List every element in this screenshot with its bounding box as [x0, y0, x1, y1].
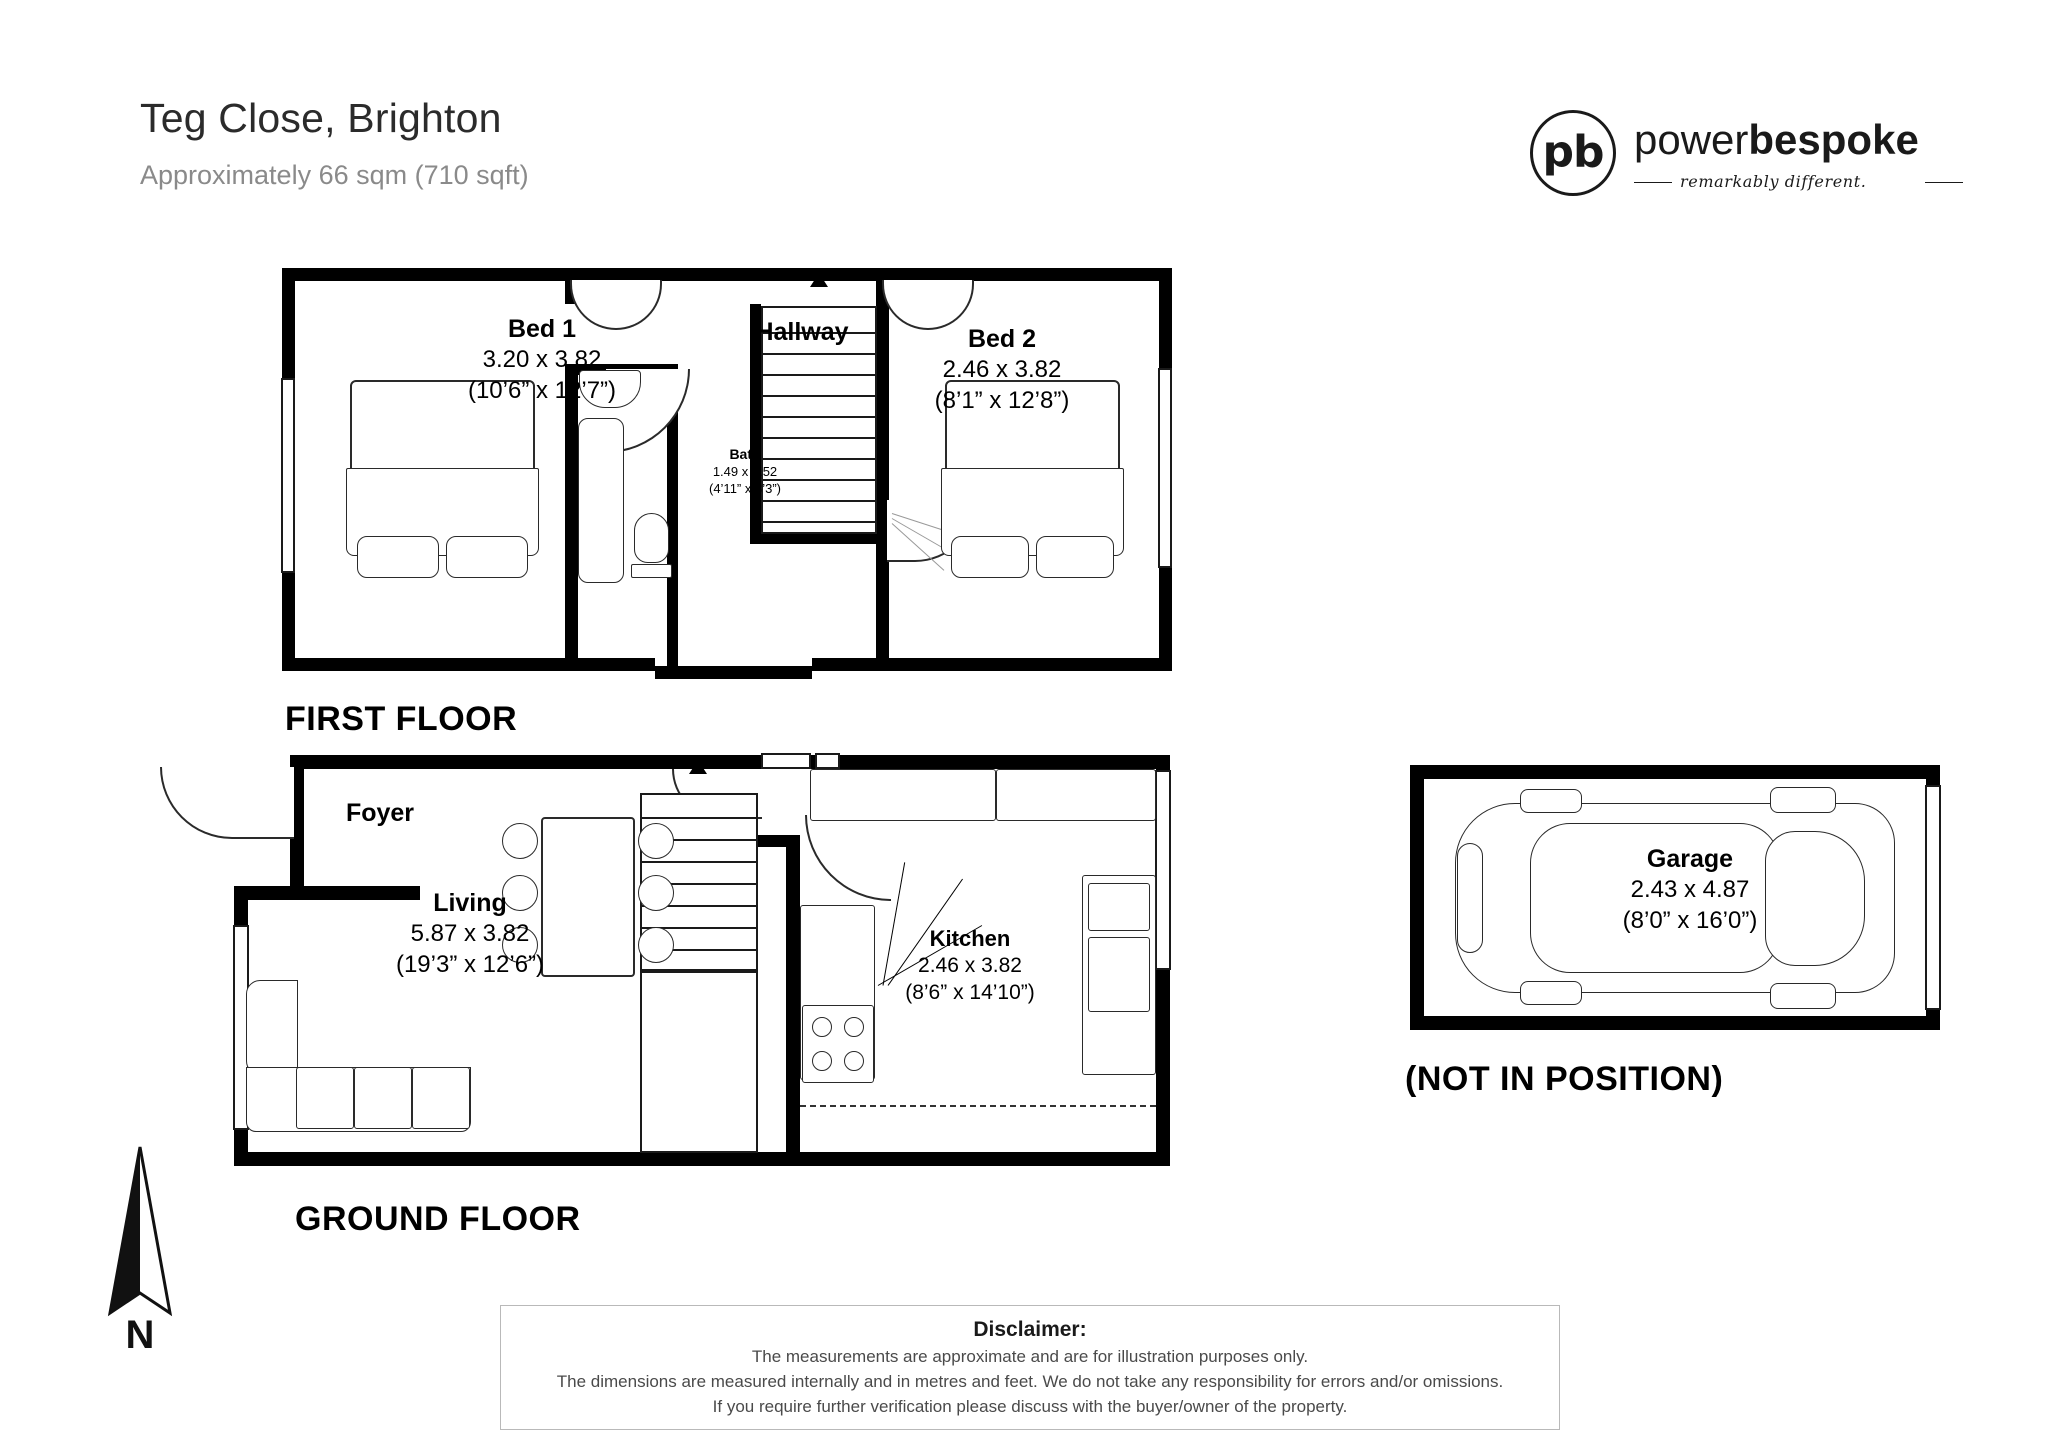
stair-direction-arrow-first: [810, 273, 828, 287]
wall-bottom-left: [282, 658, 655, 671]
brand-logo: [1530, 110, 1950, 200]
door-arc-kitchen: [805, 815, 891, 901]
window-right: [1158, 368, 1172, 568]
garage-wall-left: [1410, 765, 1424, 1030]
disclaimer-box: [500, 1305, 1560, 1430]
foyer-door-leaf: [294, 767, 298, 839]
compass-label: N: [125, 1313, 155, 1357]
bath-name: Bath: [729, 446, 761, 462]
logo-monogram: pb: [1542, 126, 1604, 178]
garage-door: [1925, 785, 1941, 1010]
kitchen-sink: [1088, 883, 1150, 931]
bathtub: [578, 418, 624, 583]
living-imperial: (19’3” x 12’6”): [395, 950, 545, 978]
room-label-bath: [680, 446, 810, 497]
wall-top: [282, 268, 1172, 281]
kitchen-threshold-line: [800, 1105, 1156, 1107]
logo-word-power: power: [1634, 116, 1749, 163]
bath-metric: 1.49 x 2.52: [712, 463, 778, 479]
compass-north: [75, 1145, 205, 1375]
compass-arrow-icon: [75, 1145, 205, 1320]
living-name: Living: [433, 889, 507, 917]
car-wheel-front-left: [1770, 787, 1836, 813]
room-label-foyer: [300, 797, 460, 829]
window-kitchen-top: [1155, 770, 1171, 970]
staircase-winder: [640, 971, 758, 1153]
disclaimer-line-3: If you require further verification please discuss with the buyer/owner of the property.: [712, 1397, 1348, 1416]
living-metric: 5.87 x 3.82: [410, 920, 530, 947]
kitchen-metric: 2.46 x 3.82: [918, 954, 1022, 978]
bath-imperial: (4’11” x 8’3”): [708, 480, 781, 496]
foyer-name: Foyer: [345, 799, 415, 827]
sofa-cushion-2: [354, 1067, 412, 1129]
dining-chair-4: [638, 823, 674, 859]
window-left: [281, 378, 295, 573]
room-label-bed2: [862, 323, 1142, 416]
kitchen-counter-top: [810, 769, 996, 821]
bed2-pillow-left: [951, 536, 1029, 578]
dining-chair-6: [638, 927, 674, 963]
door-arc-foyer: [160, 767, 295, 839]
hob-burner-3: [812, 1051, 832, 1071]
garage-note: (NOT IN POSITION): [1405, 1060, 1724, 1098]
toilet: [634, 513, 669, 563]
garage-wall-bottom: [1410, 1016, 1940, 1030]
dining-chair-1: [502, 823, 538, 859]
bed1-pillow-right: [446, 536, 528, 578]
window-entry-2: [815, 753, 840, 769]
bed2-pillow-right: [1036, 536, 1114, 578]
stair-direction-arrow-ground: [689, 760, 707, 774]
ground-floor-title: GROUND FLOOR: [295, 1200, 581, 1238]
disclaimer-line-1: The measurements are approximate and are for illustration purposes only.: [751, 1347, 1309, 1366]
hallway-name: Hallway: [755, 318, 849, 346]
hob-burner-2: [844, 1017, 864, 1037]
page-title: Teg Close, Brighton: [140, 95, 502, 141]
garage-wall-top: [1410, 765, 1940, 779]
logo-tagline: remarkably different.: [1680, 172, 1867, 191]
garage-plan: [1410, 765, 1940, 1030]
dining-chair-5: [638, 875, 674, 911]
car-wheel-rear-right: [1520, 981, 1582, 1005]
hob: [802, 1005, 874, 1083]
kitchen-imperial: (8’6” x 14’10”): [905, 981, 1035, 1005]
page-subtitle: Approximately 66 sqm (710 sqft): [140, 160, 529, 190]
room-label-bed1: [402, 313, 682, 406]
ground-floor-plan: [150, 755, 1175, 1165]
room-label-living: [320, 887, 620, 980]
garage-name: Garage: [1646, 845, 1734, 873]
first-floor-title: FIRST FLOOR: [285, 700, 518, 738]
wall-bottom-mid: [655, 666, 812, 679]
garage-imperial: (8’0” x 16’0”): [1622, 906, 1758, 934]
kitchen-name: Kitchen: [929, 926, 1011, 951]
sofa-back: [246, 980, 298, 1075]
logo-word-bespoke: bespoke: [1748, 116, 1919, 163]
car-wheel-rear-left: [1520, 789, 1582, 813]
garage-metric: 2.43 x 4.87: [1630, 876, 1750, 903]
bed1-pillow-left: [357, 536, 439, 578]
toilet-cistern: [631, 564, 672, 578]
first-floor-plan: [282, 268, 1172, 683]
bed1-metric: 3.20 x 3.82: [482, 346, 602, 373]
ground-wall-bottom: [234, 1152, 1170, 1166]
disclaimer-line-2: The dimensions are measured internally and in metres and feet. We do not take any responsibility for errors and/or omissions.: [556, 1372, 1504, 1391]
wall-bed1-bath: [565, 364, 578, 671]
bed2-imperial: (8’1” x 12’8”): [934, 386, 1070, 414]
bed2-metric: 2.46 x 3.82: [942, 356, 1062, 383]
car-rear-bumper: [1457, 843, 1483, 953]
wall-bottom-right: [812, 658, 1172, 671]
car-wheel-front-right: [1770, 983, 1836, 1009]
logo-rule-right: [1925, 182, 1963, 183]
bed1-imperial: (10’6” x 12’7”): [467, 376, 617, 404]
hob-burner-1: [812, 1017, 832, 1037]
bed1-name: Bed 1: [507, 315, 577, 343]
window-entry: [761, 753, 811, 769]
hob-burner-4: [844, 1051, 864, 1071]
disclaimer-heading: Disclaimer:: [973, 1318, 1087, 1341]
logo-circle-icon: [1530, 110, 1616, 196]
kitchen-counter-top-right: [996, 769, 1156, 821]
room-label-kitchen: [860, 925, 1080, 1007]
logo-wordmark: [1634, 116, 1919, 164]
oven: [1088, 937, 1150, 1012]
wall-living-kitchen: [786, 835, 800, 1166]
sofa-cushion-1: [296, 1067, 354, 1129]
wall-stair-bottom: [750, 533, 887, 544]
room-label-garage: [1560, 843, 1820, 936]
sofa-cushion-3: [412, 1067, 470, 1129]
bed2-name: Bed 2: [967, 325, 1037, 353]
logo-rule-left: [1634, 182, 1672, 183]
ground-wall-left-stub: [234, 886, 304, 900]
